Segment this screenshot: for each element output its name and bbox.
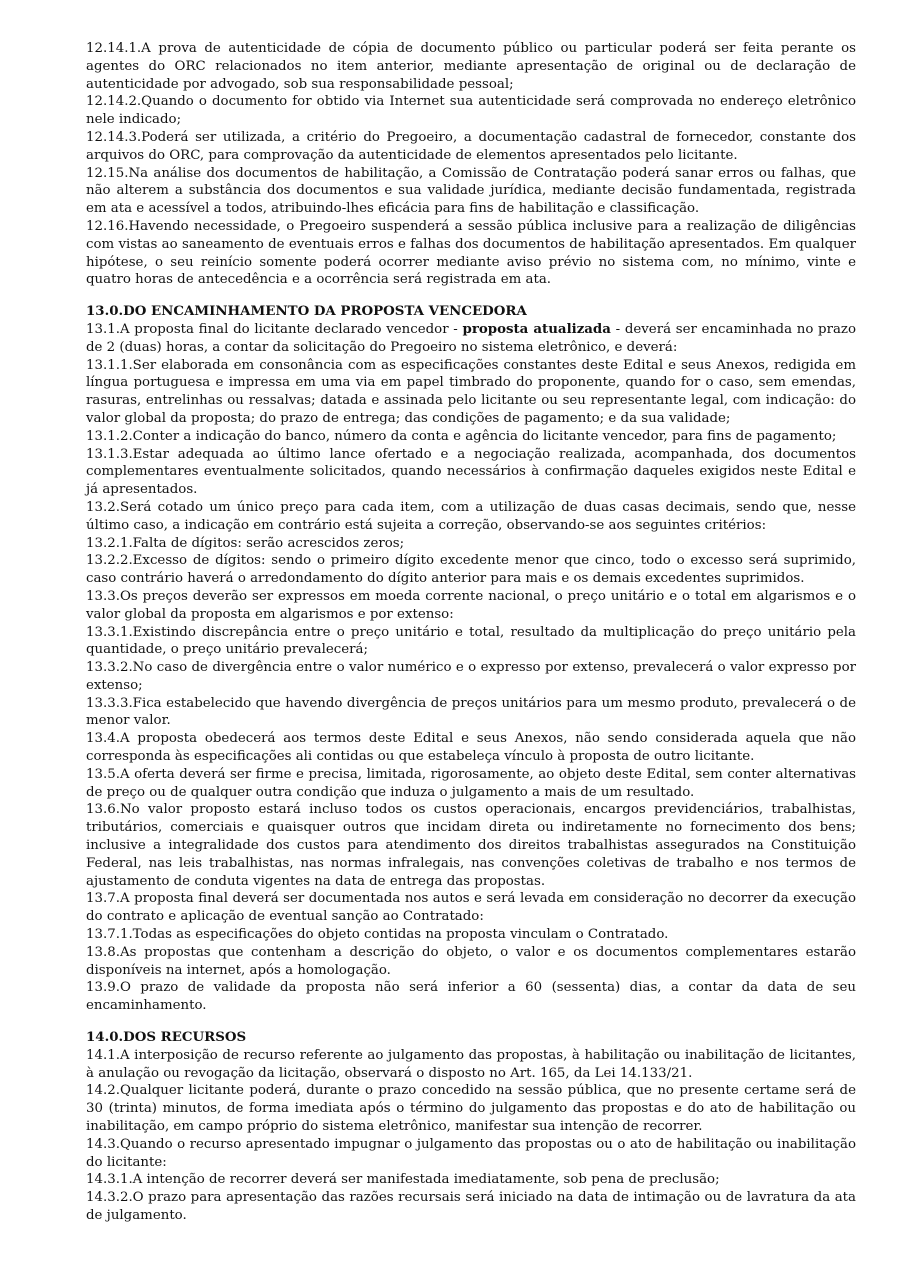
section-13 bbox=[86, 303, 856, 1015]
clause-12-16: 12.16.Havendo necessidade, o Pregoeiro suspenderá a sessão pública inclusive para a realização de diligências com vistas ao saneamento de eventuais erros e falhas dos documentos de habilitação apresentados. Em qualquer hipótese, o seu reinício somente poderá ocorrer mediante aviso prévio no sistema com, no mínimo, vinte e quatro horas de antecedência e a ocorrência será registrada em ata. bbox=[86, 218, 856, 288]
clause-14-3-1: 14.3.1.A intenção de recorrer deverá ser manifestada imediatamente, sob pena de preclusão; bbox=[86, 1172, 720, 1188]
clause-13-1-text-end: - deverá ser encaminhada no prazo de 2 (duas) horas, a contar da solicitação do Pregoeiro no sistema eletrônico, e deverá: bbox=[86, 321, 856, 355]
clause-13-7-1: 13.7.1.Todas as especificações do objeto contidas na proposta vinculam o Contratado. bbox=[86, 927, 669, 943]
clause-12-14-1: 12.14.1.A prova de autenticidade de cópia de documento público ou particular poderá ser feita perante os agentes do ORC relacionados no item anterior, mediante apresentação de original ou de declaração de autenticidade por advogado, sob sua responsabilidade pessoal; bbox=[86, 41, 856, 92]
clause-13-1-emphasis: proposta atualizada bbox=[462, 320, 611, 337]
clause-14-2: 14.2.Qualquer licitante poderá, durante o prazo concedido na sessão pública, que no presente certame será de 30 (trinta) minutos, de forma imediata após o término do julgamento das propostas e do ato de habilitação ou inabilitação, em campo próprio do sistema eletrônico, manifestar sua intenção de recorrer. bbox=[86, 1083, 856, 1135]
clause-14-1: 14.1.A interposição de recurso referente ao julgamento das propostas, à habilitação ou inabilitação de licitantes, à anulação ou revogação da licitação, observará o disposto no Art. 165, da Lei 14.133/21. bbox=[86, 1047, 856, 1081]
clause-13-6: 13.6.No valor proposto estará incluso todos os custos operacionais, encargos previdenciários, trabalhistas, tributários, comerciais e quaisquer outros que incidam direta ou indiretamente no fornecimento dos bens; inclusive a integralidade dos custos para atendimento dos direitos trabalhistas assegurados na Constituição Federal, nas leis trabalhistas, nas normas infralegais, nas convenções coletivas de trabalho e nos termos de ajustamento de conduta vigentes na data de entrega das propostas. bbox=[86, 802, 856, 889]
clause-13-3-1: 13.3.1.Existindo discrepância entre o preço unitário e total, resultado da multiplicação do preço unitário pela quantidade, o preço unitário prevalecerá; bbox=[86, 624, 856, 658]
clause-13-9: 13.9.O prazo de validade da proposta não será inferior a 60 (sessenta) dias, a contar da data de seu encaminhamento. bbox=[86, 980, 856, 1014]
clause-13-2-2: 13.2.2.Excesso de dígitos: sendo o primeiro dígito excedente menor que cinco, todo o excesso será suprimido, caso contrário haverá o arredondamento do dígito anterior para mais e os demais excedentes suprimidos. bbox=[86, 553, 856, 587]
clause-12-15: 12.15.Na análise dos documentos de habilitação, a Comissão de Contratação poderá sanar erros ou falhas, que não alterem a substância dos documentos e sua validade jurídica, mediante decisão fundamentada, registrada em ata e acessível a todos, atribuindo-lhes eficácia para fins de habilitação e classificação. bbox=[86, 165, 856, 217]
section-spacer bbox=[86, 1015, 856, 1029]
clause-13-5: 13.5.A oferta deverá ser firme e precisa, limitada, rigorosamente, ao objeto deste Edital, sem conter alternativas de preço ou de qualquer outra condição que induza o julgamento a mais de um resultado. bbox=[86, 766, 856, 800]
clause-12-14-2: 12.14.2.Quando o documento for obtido via Internet sua autenticidade será comprovada no endereço eletrônico nele indicado; bbox=[86, 94, 856, 128]
clause-13-7: 13.7.A proposta final deverá ser documentada nos autos e será levada em consideração no decorrer da execução do contrato e aplicação de eventual sanção ao Contratado: bbox=[86, 891, 856, 925]
clause-13-2-1: 13.2.1.Falta de dígitos: serão acrescidos zeros; bbox=[86, 535, 405, 551]
clause-13-3: 13.3.Os preços deverão ser expressos em moeda corrente nacional, o preço unitário e o total em algarismos e o valor global da proposta em algarismos e por extenso: bbox=[86, 588, 856, 622]
clause-13-1 bbox=[86, 321, 856, 357]
section-12-continuation bbox=[86, 40, 856, 289]
clause-14-3: 14.3.Quando o recurso apresentado impugnar o julgamento das propostas ou o ato de habilitação ou inabilitação do licitante: bbox=[86, 1136, 856, 1170]
section-13-heading: 13.0.DO ENCAMINHAMENTO DA PROPOSTA VENCEDORA bbox=[86, 303, 527, 320]
clause-13-8: 13.8.As propostas que contenham a descrição do objeto, o valor e os documentos complementares estarão disponíveis na internet, após a homologação. bbox=[86, 944, 856, 978]
clause-13-1-1: 13.1.1.Ser elaborada em consonância com as especificações constantes deste Edital e seus Anexos, redigida em língua portuguesa e impressa em uma via em papel timbrado do proponente, quando for o caso, sem emendas, rasuras, entrelinhas ou ressalvas; datada e assinada pelo licitante ou seu representante legal, com indicação: do valor global da proposta; do prazo de entrega; das condições de pagamento; e da sua validade; bbox=[86, 357, 856, 426]
clause-13-3-2: 13.3.2.No caso de divergência entre o valor numérico e o expresso por extenso, prevalecerá o valor expresso por extenso; bbox=[86, 660, 856, 693]
clause-13-2: 13.2.Será cotado um único preço para cada item, com a utilização de duas casas decimais, sendo que, nesse último caso, a indicação em contrário está sujeita a correção, observando-se aos seguintes critérios: bbox=[86, 499, 856, 533]
clause-13-1-3: 13.1.3.Estar adequada ao último lance ofertado e a negociação realizada, acompanhada, dos documentos complementares eventualmente solicitados, quando necessários à confirmação daqueles exigidos neste Edital e já apresentados. bbox=[86, 446, 856, 498]
clause-14-3-2: 14.3.2.O prazo para apresentação das razões recursais será iniciado na data de intimação ou de lavratura da ata de julgamento. bbox=[86, 1190, 856, 1223]
clause-13-3-3: 13.3.3.Fica estabelecido que havendo divergência de preços unitários para um mesmo produto, prevalecerá o de menor valor. bbox=[86, 695, 856, 729]
clause-13-4: 13.4.A proposta obedecerá aos termos deste Edital e seus Anexos, não sendo considerada aquela que não corresponda às especificações ali contidas ou que estabeleça vínculo à proposta de outro licitante. bbox=[86, 731, 856, 765]
clause-13-1-2: 13.1.2.Conter a indicação do banco, número da conta e agência do licitante vencedor, para fins de pagamento; bbox=[86, 428, 837, 444]
clause-13-1-text-start: 13.1.A proposta final do licitante declarado vencedor - bbox=[86, 321, 463, 337]
section-14-heading: 14.0.DOS RECURSOS bbox=[86, 1029, 247, 1046]
document-page bbox=[86, 40, 856, 1225]
section-spacer bbox=[86, 289, 856, 303]
section-14 bbox=[86, 1029, 856, 1225]
clause-12-14-3: 12.14.3.Poderá ser utilizada, a critério do Pregoeiro, a documentação cadastral de fornecedor, constante dos arquivos do ORC, para comprovação da autenticidade de elementos apresentados pelo licitante. bbox=[86, 129, 856, 163]
